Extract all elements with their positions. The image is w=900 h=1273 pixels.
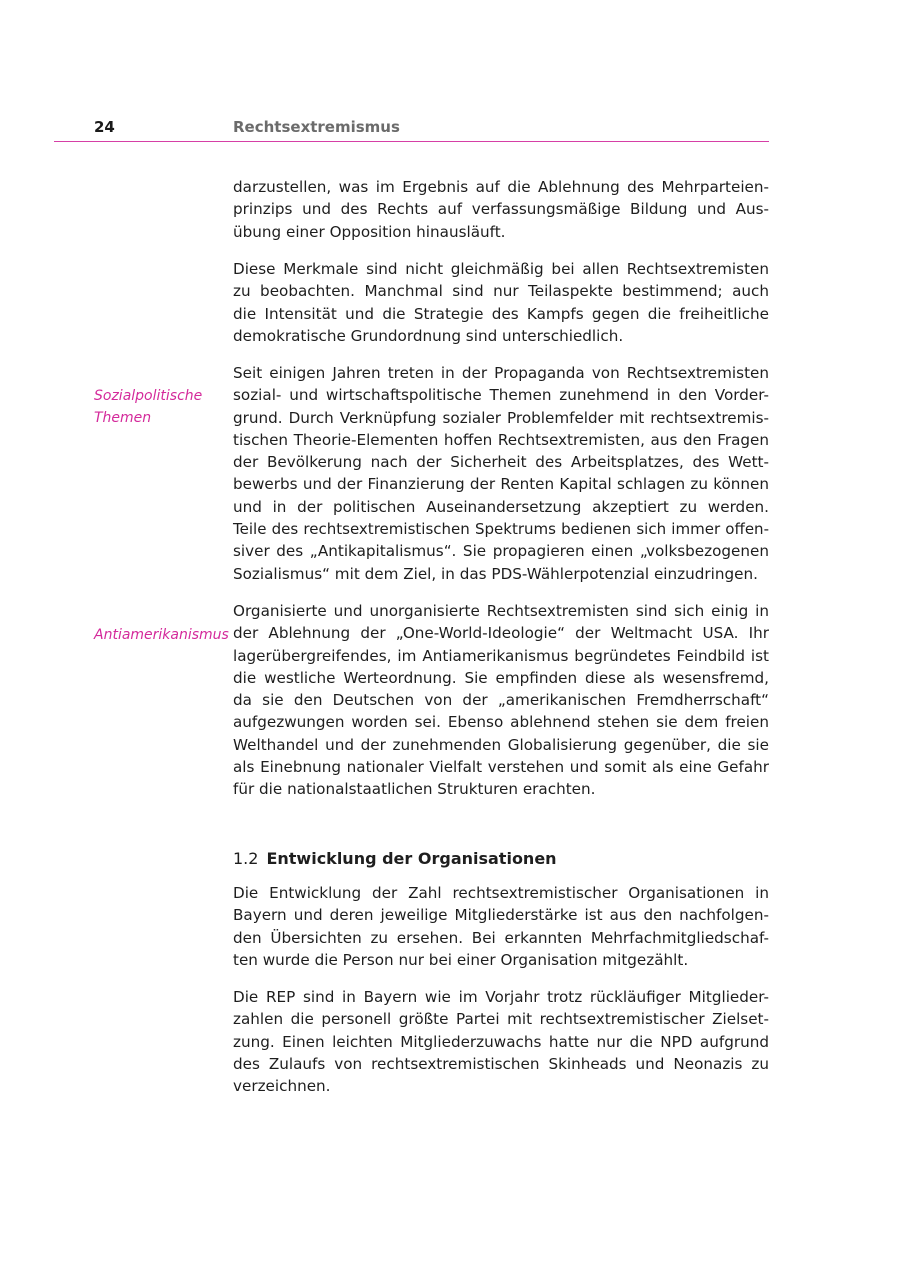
paragraph-2 <box>233 258 769 347</box>
text-line: Die Entwicklung der Zahl rechtsextremistischer Organisationen in <box>233 884 769 902</box>
header-rule <box>54 141 769 142</box>
text-line: Seit einigen Jahren treten in der Propaganda von Rechtsextremisten <box>233 364 769 382</box>
text-line: und in der politischen Auseinandersetzung akzeptiert zu werden. <box>233 497 769 516</box>
section-heading <box>233 848 557 870</box>
section-number: 1.2 <box>233 849 259 868</box>
text-line: demokratische Grundordnung sind unterschiedlich. <box>233 326 624 345</box>
text-line: die westliche Werteordnung. Sie empfinden diese als wesensfremd, <box>233 668 769 687</box>
margin-note-antiamerikanismus <box>94 624 229 646</box>
text-line: übung einer Opposition hinausläuft. <box>233 222 506 241</box>
margin-note-line: Themen <box>94 410 152 427</box>
text-line: Welthandel und der zunehmenden Globalisierung gegenüber, die sie <box>233 735 769 754</box>
text-line: aufgezwungen worden sei. Ebenso ablehnend stehen sie dem freien <box>233 713 769 732</box>
text-line: der Bevölkerung nach der Sicherheit des Arbeitsplatzes, des Wett- <box>233 453 769 472</box>
text-line: Teile des rechtsextremistischen Spektrums bedienen sich immer offen- <box>233 520 769 539</box>
text-line: den Übersichten zu ersehen. Bei erkannten Mehrfachmitgliedschaf- <box>233 928 769 947</box>
text-line: Bayern und deren jeweilige Mitgliederstärke ist aus den nachfolgen- <box>233 906 769 925</box>
section-title: Entwicklung der Organisationen <box>266 849 557 868</box>
running-title: Rechtsextremismus <box>233 118 400 136</box>
text-line: da sie den Deutschen von der „amerikanischen Fremdherrschaft“ <box>233 691 769 710</box>
text-line: Sozialismus“ mit dem Ziel, in das PDS-Wählerpotenzial einzudringen. <box>233 564 758 583</box>
margin-note-line: Sozialpolitische <box>94 388 203 404</box>
text-line: für die nationalstaatlichen Strukturen erachten. <box>233 780 596 799</box>
paragraph-5 <box>233 882 769 971</box>
text-line: lagerübergreifendes, im Antiamerikanismus begründetes Feindbild ist <box>233 646 769 665</box>
text-line: tischen Theorie-Elementen hoffen Rechtsextremisten, aus den Fragen <box>233 430 769 449</box>
text-line: ten wurde die Person nur bei einer Organisation mitgezählt. <box>233 950 689 969</box>
text-line: siver des „Antikapitalismus“. Sie propagieren einen „volksbezogenen <box>233 542 769 561</box>
margin-note-sozialpolitische-themen <box>94 385 202 430</box>
page-number: 24 <box>94 118 115 136</box>
text-line: zahlen die personell größte Partei mit rechtsextremistischer Zielset- <box>233 1010 769 1029</box>
paragraph-6 <box>233 986 769 1097</box>
text-line: zu beobachten. Manchmal sind nur Teilaspekte bestimmend; auch <box>233 282 769 301</box>
text-line: darzustellen, was im Ergebnis auf die Ablehnung des Mehrparteien- <box>233 178 769 196</box>
text-line: der Ablehnung der „One-World-Ideologie“ der Weltmacht USA. Ihr <box>233 624 769 643</box>
text-line: des Zulaufs von rechtsextremistischen Skinheads und Neonazis zu <box>233 1054 769 1073</box>
text-line: zung. Einen leichten Mitgliederzuwachs hatte nur die NPD aufgrund <box>233 1032 769 1051</box>
text-line: die Intensität und die Strategie des Kampfs gegen die freiheitliche <box>233 304 769 323</box>
text-line: verzeichnen. <box>233 1077 331 1096</box>
text-line: Diese Merkmale sind nicht gleichmäßig bei allen Rechtsextremisten <box>233 260 769 278</box>
text-line: als Einebnung nationaler Vielfalt verstehen und somit als eine Gefahr <box>233 758 769 777</box>
text-line: bewerbs und der Finanzierung der Renten Kapital schlagen zu können <box>233 475 769 494</box>
text-line: Organisierte und unorganisierte Rechtsextremisten sind sich einig in <box>233 602 769 620</box>
paragraph-4 <box>233 600 769 801</box>
paragraph-3 <box>233 362 769 585</box>
text-line: Die REP sind in Bayern wie im Vorjahr trotz rückläufiger Mitglieder- <box>233 988 769 1006</box>
margin-note-line: Antiamerikanismus <box>94 627 229 643</box>
text-line: prinzips und des Rechts auf verfassungsmäßige Bildung und Aus- <box>233 200 769 219</box>
text-line: sozial- und wirtschaftspolitische Themen zunehmend in den Vorder- <box>233 386 769 405</box>
paragraph-1 <box>233 176 769 243</box>
text-line: grund. Durch Verknüpfung sozialer Problemfelder mit rechtsextremis- <box>233 408 769 427</box>
